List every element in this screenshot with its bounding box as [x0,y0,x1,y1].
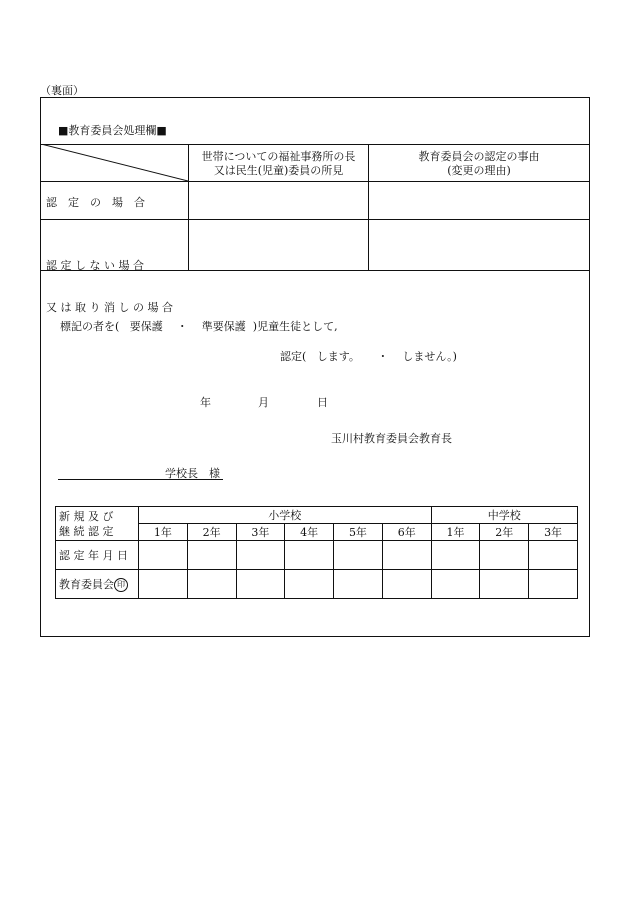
junior-grade-2: 2年 [480,524,529,541]
seal-cell [139,570,188,599]
row-seal-label [56,570,139,599]
date-cell [187,541,236,570]
row2-label-line2: 又 は 取 り 消 し の 場 合 [46,301,173,314]
approval-prefix: 認定( [280,350,307,363]
date-cell [285,541,334,570]
elementary-grade-6: 6年 [382,524,431,541]
approval-separator: ・ [377,350,389,363]
row2-label-line1: 認 定 し な い 場 合 [46,259,144,272]
date-cell [334,541,383,570]
seal-mark-icon: 印 [114,578,128,592]
elementary-grade-5: 5年 [334,524,383,541]
seal-cell [382,570,431,599]
elementary-grade-2: 2年 [187,524,236,541]
col1-header-line2: 又は民生(児童)委員の所見 [213,164,344,177]
seal-cell [285,570,334,599]
corner-line1: 新 規 及 び [59,509,114,523]
elementary-grade-1: 1年 [139,524,188,541]
date-year: 年 [200,396,211,409]
col1-header [189,150,368,178]
col2-header [369,150,589,178]
date-cell [529,541,578,570]
date-cell [382,541,431,570]
seal-cell [431,570,480,599]
option-approve: します。 [316,350,360,363]
elementary-header: 小学校 [139,507,432,524]
elementary-grade-3: 3年 [236,524,285,541]
table-header-border [41,181,589,182]
row-date-label: 認 定 年 月 日 [56,541,139,570]
statement-prefix: 標記の者を( [60,320,120,333]
seal-cell [480,570,529,599]
certification-year-table [55,506,578,599]
statement-suffix: )児童生徒として, [252,320,338,333]
date-cell [431,541,480,570]
statement-line2 [280,348,457,364]
junior-high-header: 中学校 [431,507,577,524]
seal-cell [529,570,578,599]
seal-label-text: 教育委員会 [59,578,114,591]
col1-header-line1: 世帯についての福祉事務所の長 [201,150,356,163]
date-cell [480,541,529,570]
option-jun-yohogo: 準要保護 [201,320,246,333]
addressee: 学校長 様 [165,467,220,480]
table-row1-border [41,219,589,220]
date-cell [139,541,188,570]
date-month: 月 [258,396,269,409]
col2-header-line2: (変更の理由) [447,164,511,177]
elementary-grade-4: 4年 [285,524,334,541]
corner-line2: 継 続 認 定 [59,524,114,538]
option-yohogo: 要保護 [129,320,163,333]
option-separator: ・ [176,320,188,333]
option-reject: しません。) [402,350,457,363]
seal-cell [236,570,285,599]
date-cell [236,541,285,570]
junior-grade-3: 3年 [529,524,578,541]
statement-line1 [60,318,338,334]
seal-cell [334,570,383,599]
header-diagonal-line [41,144,188,181]
section-title: ■教育委員会処理欄■ [58,124,167,137]
junior-grade-1: 1年 [431,524,480,541]
year-table-corner [56,507,139,541]
page-label: （裏面） [40,84,84,97]
row2-label [46,231,186,329]
row1-label: 認 定 の 場 合 [46,196,145,209]
issuer: 玉川村教育委員会教育長 [331,432,452,445]
date-day: 日 [317,396,328,409]
col2-header-line1: 教育委員会の認定の事由 [418,150,540,163]
seal-cell [187,570,236,599]
